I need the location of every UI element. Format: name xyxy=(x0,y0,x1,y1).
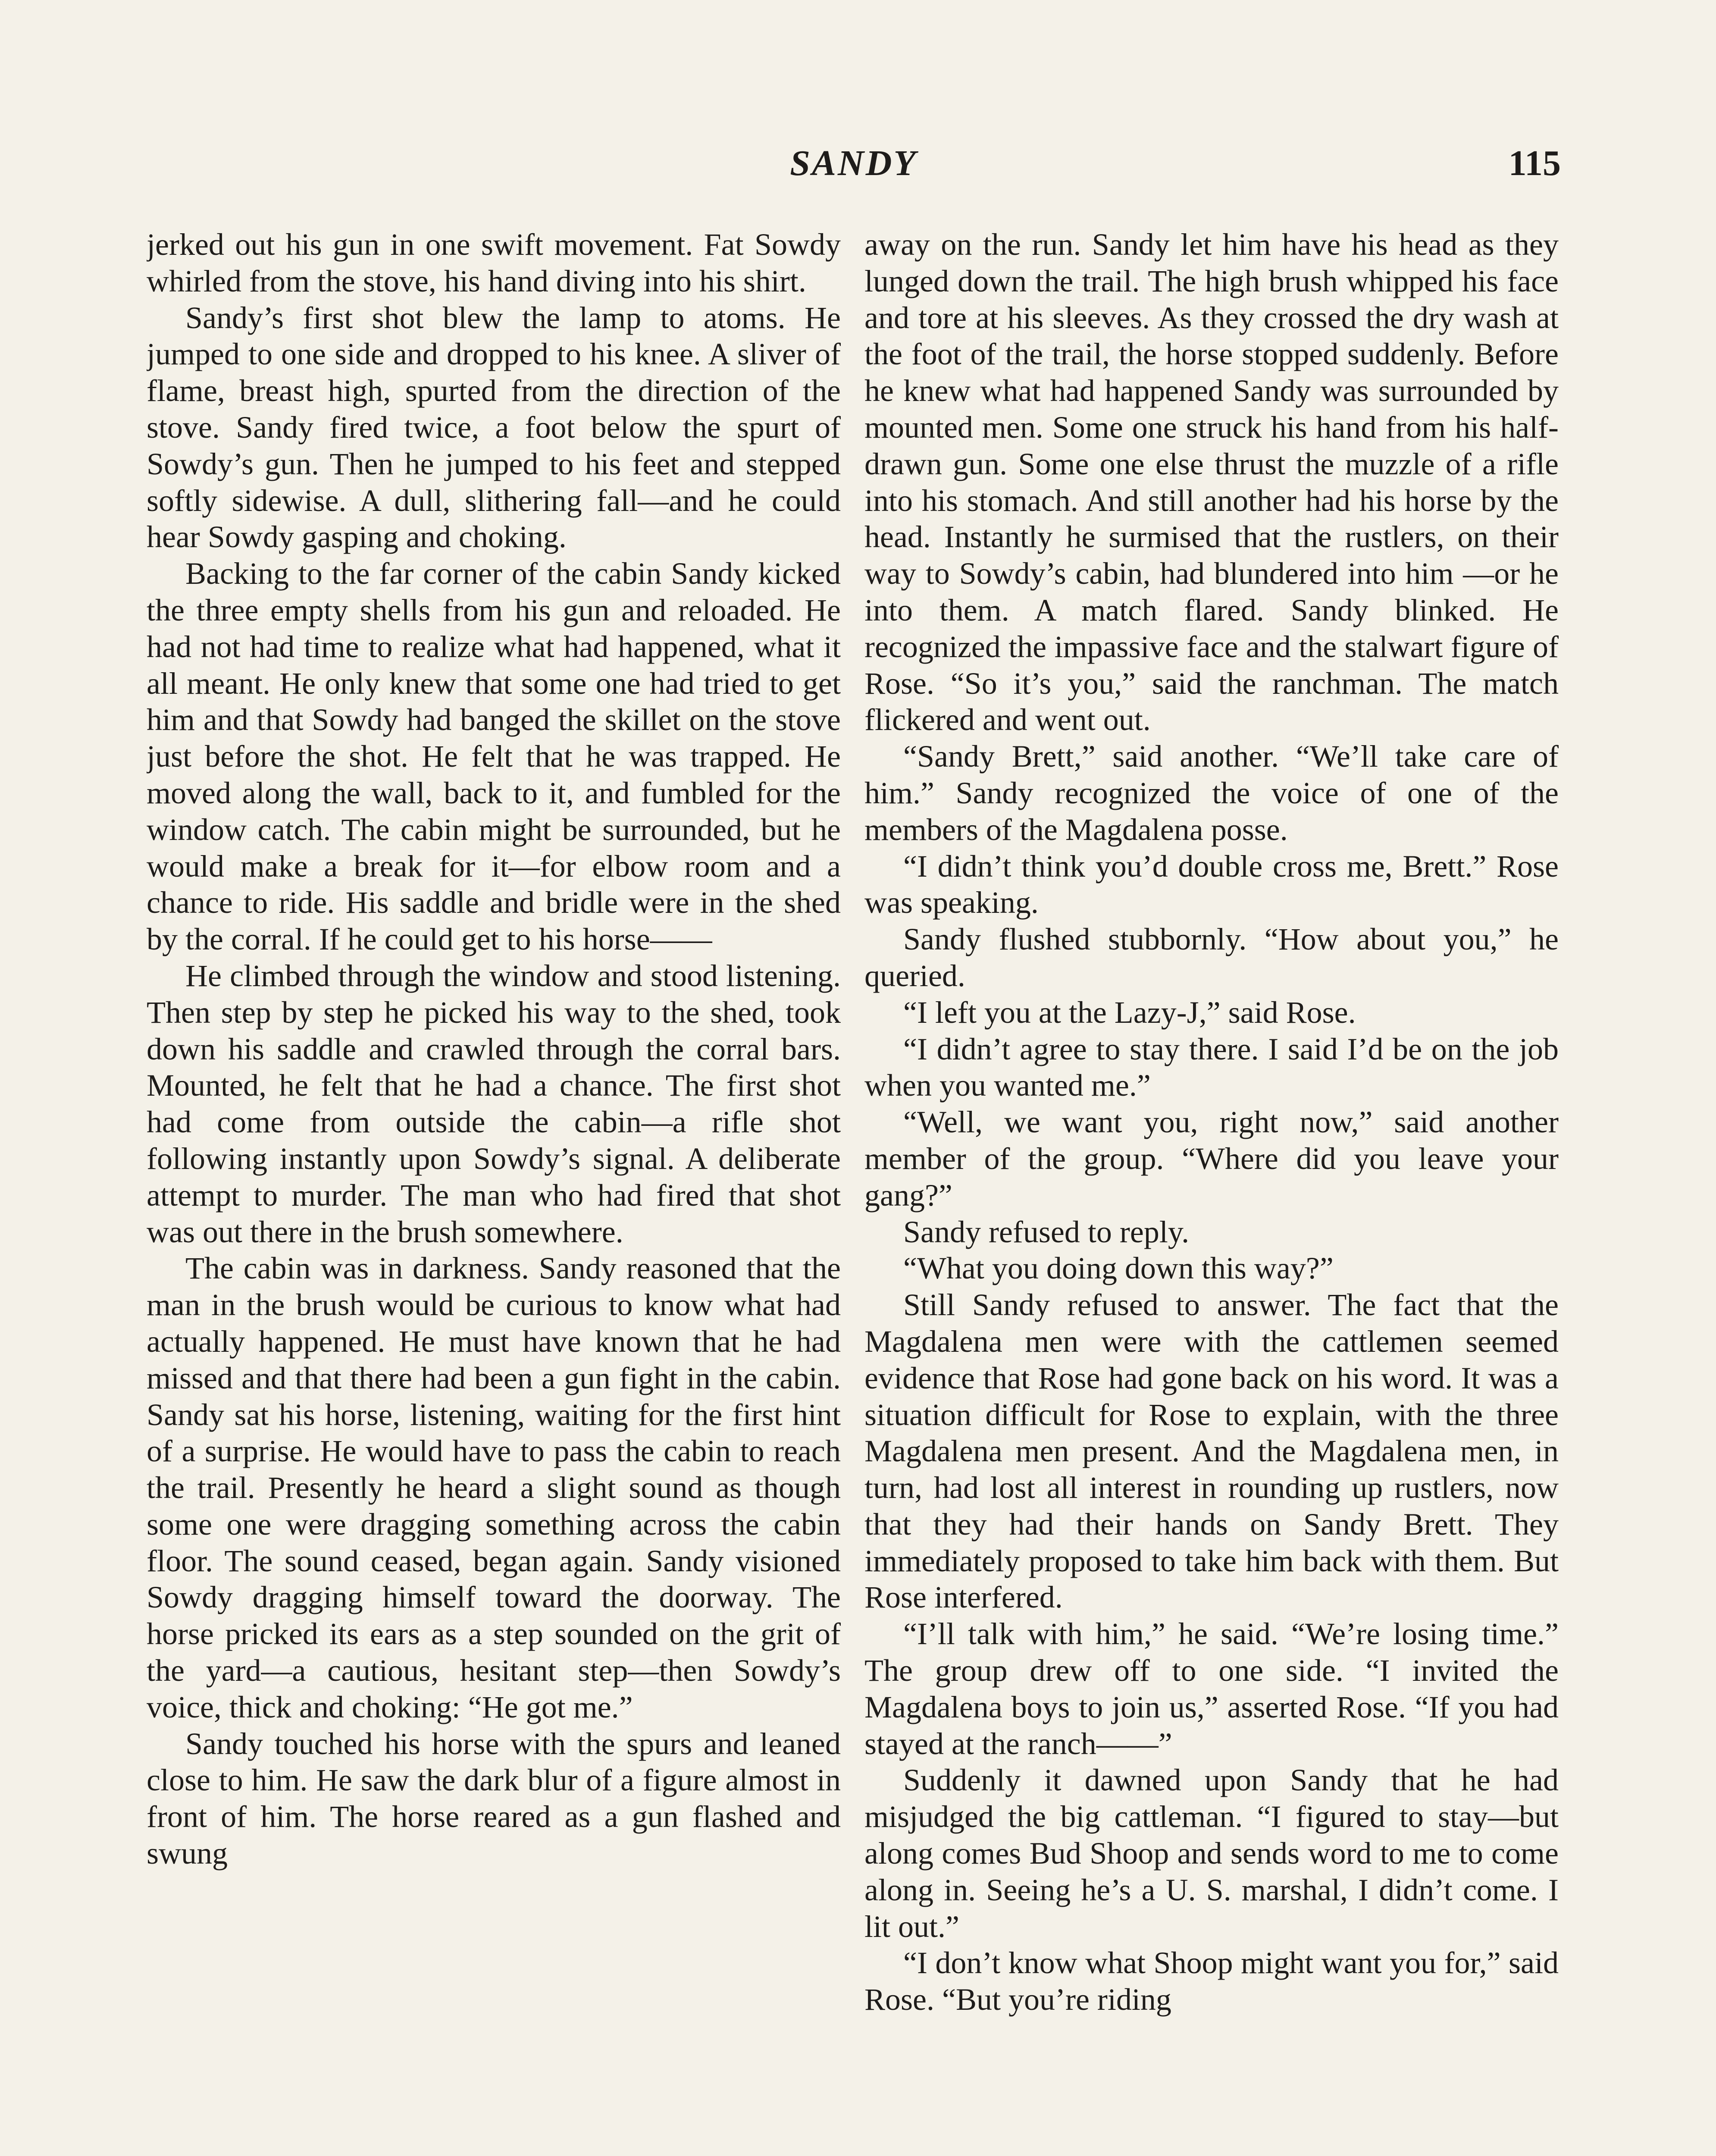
left-column xyxy=(147,226,841,2156)
paragraph: The cabin was in darkness. Sandy reasoned that the man in the brush would be curious to know what had actually happened. He must have known that he had missed and that there had been a gun fight in the cabin. Sandy sat his horse, listening, waiting for the first hint of a surprise. He would have to pass the cabin to reach the trail. Presently he heard a slight sound as though some one were dragging something across the cabin floor. The sound ceased, began again. Sandy visioned Sowdy dragging himself toward the doorway. The horse pricked its ears as a step sounded on the grit of the yard—a cautious, hesitant step—then Sowdy’s voice, thick and choking: “He got me.” xyxy=(147,1251,841,1724)
paragraph: Sandy flushed stubbornly. “How about you,” he queried. xyxy=(864,922,1559,993)
paragraph: “I left you at the Lazy-J,” said Rose. xyxy=(903,995,1356,1030)
paragraph: away on the run. Sandy let him have his head as they lunged down the trail. The high brush whipped his face and tore at his sleeves. As they crossed the dry wash at the foot of the trail, the horse stopped suddenly. Before he knew what had happened Sandy was surrounded by mounted men. Some one struck his hand from his half-drawn gun. Some one else thrust the muzzle of a rifle into his stomach. And still another had his horse by the head. Instantly he surmised that the rustlers, on their way to Sowdy’s cabin, had blundered into him —or he into them. A match flared. Sandy blinked. He recognized the impassive face and the stalwart figure of Rose. “So it’s you,” said the ranchman. The match flickered and went out. xyxy=(864,227,1559,737)
paragraph: jerked out his gun in one swift movement. Fat Sowdy whirled from the stove, his hand diving into his shirt. xyxy=(147,227,841,298)
paragraph: “I didn’t think you’d double cross me, Brett.” Rose was speaking. xyxy=(864,849,1559,920)
page-number: 115 xyxy=(1508,143,1561,183)
page-header xyxy=(147,138,1561,203)
paragraph: He climbed through the window and stood listening. Then step by step he picked his way to the shed, took down his saddle and crawled through the corral bars. Mounted, he felt that he had a chance. The first shot had come from outside the cabin—a rifle shot following instantly upon Sowdy’s signal. A deliberate attempt to murder. The man who had fired that shot was out there in the brush somewhere. xyxy=(147,958,841,1249)
paragraph: Sandy’s first shot blew the lamp to atoms. He jumped to one side and dropped to his knee. A sliver of flame, breast high, spurted from the direction of the stove. Sandy fired twice, a foot below the spurt of Sowdy’s gun. Then he jumped to his feet and stepped softly sidewise. A dull, slithering fall—and he could hear Sowdy gasping and choking. xyxy=(147,300,841,555)
right-column xyxy=(864,226,1559,2156)
paragraph: Still Sandy refused to answer. The fact that the Magdalena men were with the cattlemen seemed evidence that Rose had gone back on his word. It was a situation difficult for Rose to explain, with the three Magdalena men present. And the Magdalena men, in turn, had lost all interest in rounding up rustlers, now that they had their hands on Sandy Brett. They immediately proposed to take him back with them. But Rose interfered. xyxy=(864,1288,1559,1615)
paragraph: Backing to the far corner of the cabin Sandy kicked the three empty shells from his gun and reloaded. He had not had time to realize what had happened, what it all meant. He only knew that some one had tried to get him and that Sowdy had banged the skillet on the stove just before the shot. He felt that he was trapped. He moved along the wall, back to it, and fumbled for the window catch. The cabin might be surrounded, but he would make a break for it—for elbow room and a chance to ride. His saddle and bridle were in the shed by the corral. If he could get to his horse—— xyxy=(147,556,841,957)
paragraph: Sandy refused to reply. xyxy=(903,1214,1190,1249)
paragraph: Suddenly it dawned upon Sandy that he had misjudged the big cattleman. “I figured to stay—but along comes Bud Shoop and sends word to me to come along in. Seeing he’s a U. S. marshal, I didn’t come. I lit out.” xyxy=(864,1763,1559,1944)
paragraph: “I didn’t agree to stay there. I said I’d be on the job when you wanted me.” xyxy=(864,1031,1559,1103)
paragraph: Sandy touched his horse with the spurs and leaned close to him. He saw the dark blur of a figure almost in front of him. The horse reared as a gun flashed and swung xyxy=(147,1726,841,1871)
paragraph: “Sandy Brett,” said another. “We’ll take care of him.” Sandy recognized the voice of one of the members of the Magdalena posse. xyxy=(864,739,1559,847)
paragraph: “What you doing down this way?” xyxy=(903,1251,1334,1286)
paragraph: “Well, we want you, right now,” said another member of the group. “Where did you leave your gang?” xyxy=(864,1105,1559,1213)
running-head: SANDY xyxy=(790,143,917,183)
paragraph: “I don’t know what Shoop might want you for,” said Rose. “But you’re riding xyxy=(864,1946,1559,2017)
paragraph: “I’ll talk with him,” he said. “We’re losing time.” The group drew off to one side. “I invited the Magdalena boys to join us,” asserted Rose. “If you had stayed at the ranch——” xyxy=(864,1617,1559,1761)
